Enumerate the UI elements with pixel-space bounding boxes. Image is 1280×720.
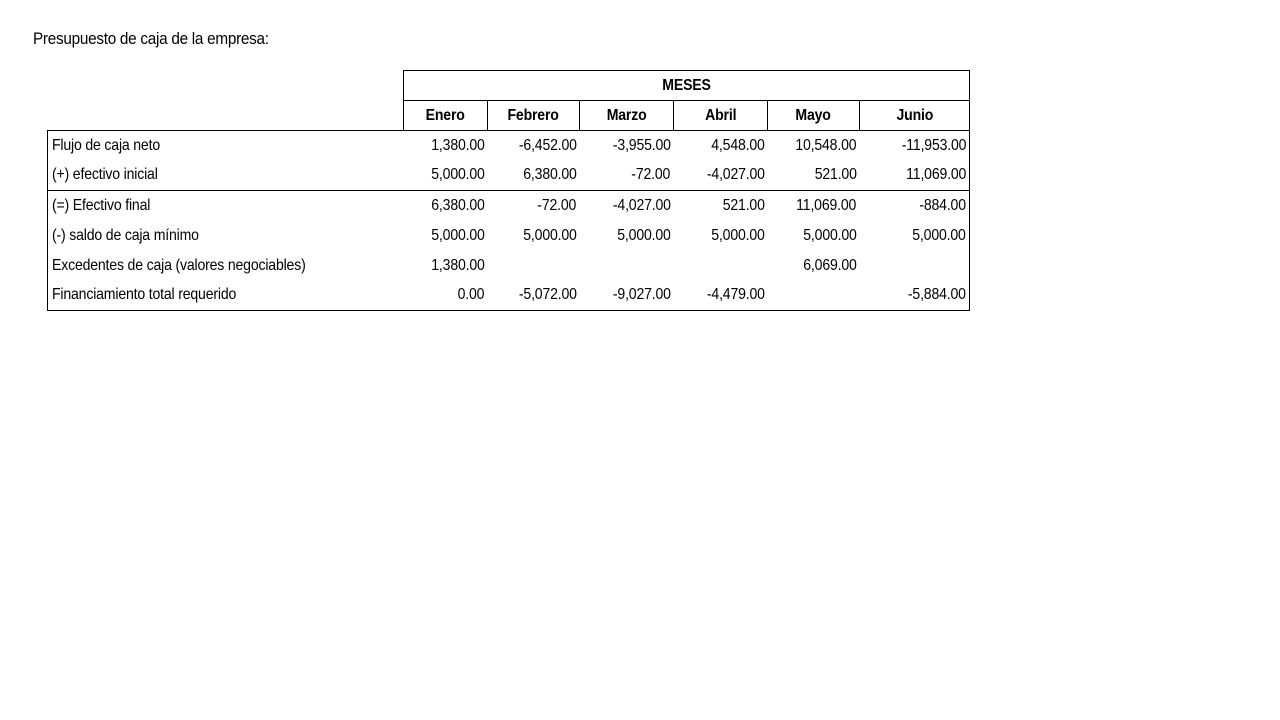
group-header-row [48,71,970,101]
header-corner [48,101,404,131]
table-cell: 0.00 [404,281,488,311]
table-body [48,131,970,311]
table-row [48,131,970,161]
table-cell: 4,548.00 [674,131,768,161]
row-label: Flujo de caja neto [48,131,404,161]
table-cell: -3,955.00 [580,131,674,161]
table-cell: -884.00 [860,191,970,221]
table-cell: 6,380.00 [404,191,488,221]
table-cell: 6,069.00 [803,256,857,274]
row-label: (+) efectivo inicial [48,161,404,191]
month-header: Junio [860,101,970,131]
month-header: Febrero [488,101,580,131]
table-cell: -5,884.00 [860,281,970,311]
table-row [48,161,970,191]
table-cell: 5,000.00 [523,226,577,244]
table-row [48,251,970,281]
row-label: (-) saldo de caja mínimo [48,221,404,251]
table-row [48,281,970,311]
month-header: Abril [674,101,768,131]
table-cell [674,251,768,281]
month-header: Enero [404,101,488,131]
header-corner [48,71,404,101]
months-group-header: MESES [404,71,970,101]
table-cell: 11,069.00 [860,161,970,191]
table-cell [768,281,860,311]
row-label: Financiamiento total requerido [48,281,404,311]
table-cell: -4,027.00 [706,166,765,184]
row-label: (=) Efectivo final [48,191,404,221]
table-cell: 1,380.00 [431,256,485,274]
page-title: Presupuesto de caja de la empresa: [33,29,269,48]
table-cell: -72.00 [488,191,580,221]
month-header: Mayo [768,101,860,131]
table-cell: 5,000.00 [860,221,970,251]
cash-budget-table [47,70,970,311]
table-cell: 1,380.00 [404,131,488,161]
table-cell [860,251,970,281]
table-cell: -4,027.00 [580,191,674,221]
table-cell: 5,000.00 [803,226,857,244]
table-cell: 5,000.00 [431,166,485,184]
table-header [48,71,970,131]
table-row [48,221,970,251]
table-cell: 11,069.00 [768,191,860,221]
row-label: Excedentes de caja (valores negociables) [48,251,404,281]
table-cell: 521.00 [814,166,857,184]
table-cell: 5,000.00 [711,226,765,244]
table-cell: -6,452.00 [488,131,580,161]
table-cell: -11,953.00 [860,131,970,161]
table-cell: 6,380.00 [523,166,577,184]
table-cell [488,251,580,281]
table-row [48,191,970,221]
table-cell: -4,479.00 [674,281,768,311]
table-cell: 10,548.00 [768,131,860,161]
table-cell: -72.00 [631,166,671,184]
table-cell: 5,000.00 [431,226,485,244]
table-cell: -5,072.00 [488,281,580,311]
month-header: Marzo [580,101,674,131]
table-cell: -9,027.00 [580,281,674,311]
table-cell: 521.00 [674,191,768,221]
table-cell: 5,000.00 [617,226,671,244]
table-cell [580,251,674,281]
month-header-row [48,101,970,131]
